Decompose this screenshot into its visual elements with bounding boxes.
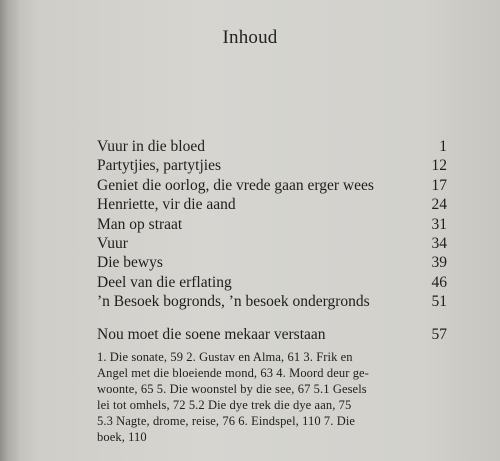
toc-entry [97,137,447,156]
section-heading [97,325,447,345]
toc-entry-title: Partytjies, partytjies [97,157,221,175]
toc-entry [97,215,447,234]
toc-entry [97,273,447,292]
toc-entry-title: Die bewys [97,254,163,272]
subentry-line: 1. Die sonate, 59 2. Gustav en Alma, 61 3. Frik en [97,350,353,364]
toc-entry-page: 39 [431,254,447,272]
toc-entry [97,253,447,272]
section-subentries [97,349,447,445]
subentry-line: Angel met die bloeiende mond, 63 4. Moord deur ge- [97,366,369,380]
toc-entry-title: Vuur in die bloed [97,138,205,155]
toc-entry-page: 34 [431,234,447,252]
toc-entry [97,176,447,195]
subentry-line: boek, 110 [97,430,147,444]
toc-entry-title: Man op straat [97,215,183,233]
toc-section [97,325,447,445]
toc-entry-title: ’n Besoek bogronds, ’n besoek ondergronds [97,293,370,311]
toc-entry-page: 17 [431,176,447,194]
table-of-contents [97,137,447,312]
toc-entry-title: Geniet die oorlog, die vrede gaan erger wees [97,176,374,194]
toc-entry-page: 1 [439,138,447,155]
toc-entry [97,195,447,214]
toc-entry [97,234,447,253]
toc-entry-page: 24 [431,196,447,214]
section-page: 57 [431,326,447,343]
subentry-line: 5.3 Nagte, drome, reise, 76 6. Eindspel, 110 7. Die [97,414,356,428]
section-title: Nou moet die soene mekaar verstaan [97,326,326,343]
toc-entry-page: 51 [431,293,447,311]
toc-entry-page: 46 [431,273,447,291]
page-title: Inhoud [222,27,278,48]
toc-entry [97,292,447,311]
subentry-line: woonte, 65 5. Die woonstel by die see, 67 5.1 Gesels [97,382,367,396]
subentry-line: lei tot omhels, 72 5.2 Die dye trek die dye aan, 75 [97,398,352,412]
toc-entry [97,156,447,175]
toc-entry-title: Henriette, vir die aand [97,196,236,214]
toc-entry-title: Vuur [97,234,128,252]
page-gutter [0,0,20,461]
toc-entry-page: 12 [431,157,447,175]
toc-entry-page: 31 [431,215,447,233]
toc-entry-title: Deel van die erflating [97,273,232,291]
